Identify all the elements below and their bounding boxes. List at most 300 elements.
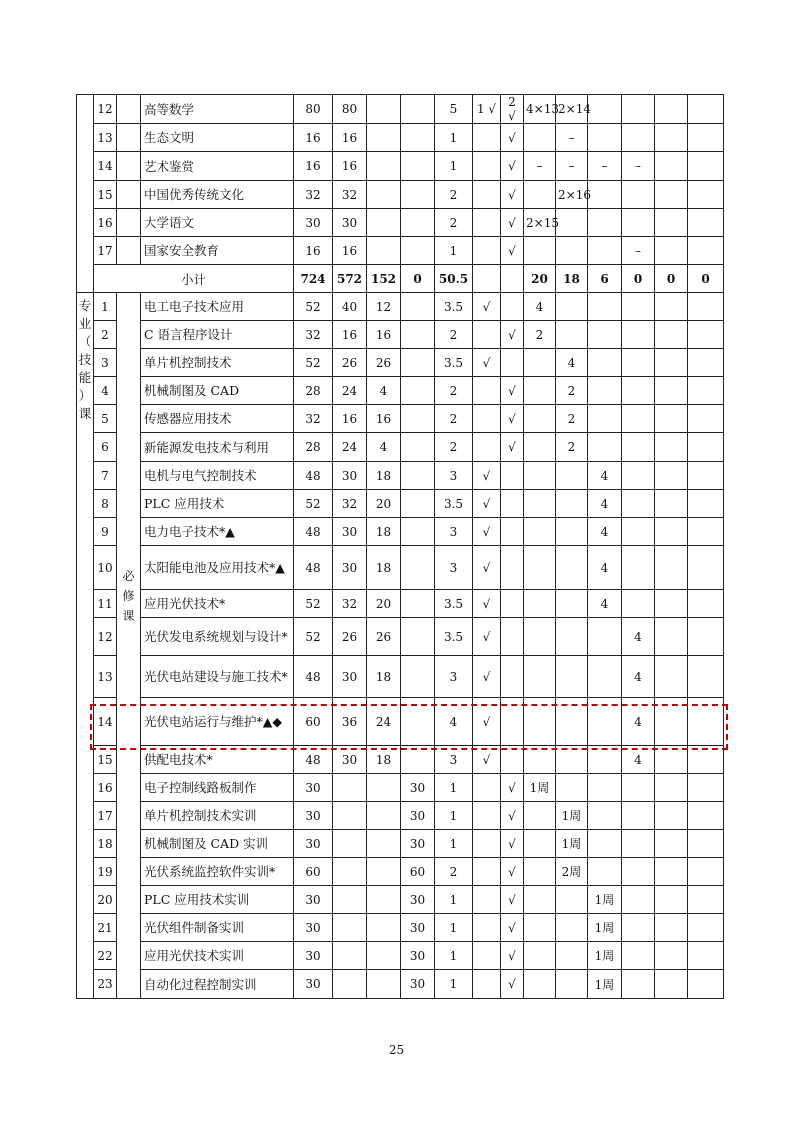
cell-s3: 1周	[588, 942, 622, 970]
cell-s5	[655, 181, 688, 209]
course-name: PLC 应用技术实训	[141, 886, 294, 914]
table-row	[77, 293, 724, 321]
required-cell	[117, 181, 141, 209]
table-row	[77, 746, 724, 774]
subtotal-exp: 0	[401, 265, 435, 293]
cell-total: 30	[294, 830, 333, 858]
table-row	[77, 942, 724, 970]
cell-practice: 18	[367, 462, 401, 490]
course-name: 自动化过程控制实训	[141, 970, 294, 999]
cell-s2	[556, 774, 588, 802]
cell-s1	[524, 970, 556, 999]
cell-s2	[556, 970, 588, 999]
cell-s5	[655, 209, 688, 237]
cell-s4	[622, 914, 655, 942]
cell-s3	[588, 321, 622, 349]
cell-s4	[622, 349, 655, 377]
cell-s6	[688, 518, 724, 546]
cell-total: 30	[294, 802, 333, 830]
course-name: 光伏电站建设与施工技术*	[141, 656, 294, 698]
cell-theory: 36	[333, 698, 367, 746]
cell-s4	[622, 774, 655, 802]
cell-practice	[367, 914, 401, 942]
cell-theory: 24	[333, 377, 367, 405]
cell-s1: 2	[524, 321, 556, 349]
table-row	[77, 518, 724, 546]
cell-s2	[556, 886, 588, 914]
cell-practice	[367, 95, 401, 124]
subtotal-label: 小计	[94, 265, 294, 293]
cell-s5	[655, 830, 688, 858]
cell-total: 52	[294, 349, 333, 377]
cell-credit: 1	[435, 152, 473, 181]
course-plan-table	[76, 94, 724, 999]
course-name: C 语言程序设计	[141, 321, 294, 349]
cell-total: 48	[294, 746, 333, 774]
cell-exp	[401, 433, 435, 462]
cell-s6	[688, 656, 724, 698]
table-row	[77, 698, 724, 746]
cell-c1: √	[473, 698, 501, 746]
required-cell	[117, 237, 141, 265]
cell-exp	[401, 490, 435, 518]
table-row	[77, 656, 724, 698]
cell-s4	[622, 590, 655, 618]
cell-practice: 24	[367, 698, 401, 746]
subtotal-s6: 0	[688, 265, 724, 293]
row-number: 1	[94, 293, 117, 321]
cell-total: 48	[294, 656, 333, 698]
cell-total: 16	[294, 124, 333, 152]
cell-s1: 1周	[524, 774, 556, 802]
required-char: 课	[122, 608, 135, 623]
cell-theory	[333, 858, 367, 886]
cell-s3	[588, 433, 622, 462]
cell-s4: 4	[622, 656, 655, 698]
cell-theory	[333, 914, 367, 942]
cell-c2	[501, 546, 524, 590]
cell-s1	[524, 858, 556, 886]
cell-s2	[556, 209, 588, 237]
cell-s2	[556, 462, 588, 490]
cell-practice: 20	[367, 590, 401, 618]
cell-c1	[473, 830, 501, 858]
table-row	[77, 124, 724, 152]
cell-c2: √	[501, 237, 524, 265]
cell-total: 32	[294, 405, 333, 433]
cell-s4	[622, 546, 655, 590]
cell-c2: √	[501, 942, 524, 970]
row-number: 16	[94, 774, 117, 802]
subtotal-s2: 18	[556, 265, 588, 293]
row-number: 16	[94, 209, 117, 237]
row-number: 3	[94, 349, 117, 377]
page-number: 25	[388, 1043, 405, 1057]
table-row	[77, 237, 724, 265]
table-row	[77, 970, 724, 999]
cell-s3	[588, 746, 622, 774]
cell-credit: 1	[435, 124, 473, 152]
cell-credit: 1	[435, 942, 473, 970]
cell-s3	[588, 293, 622, 321]
cell-s2	[556, 914, 588, 942]
cell-s6	[688, 124, 724, 152]
cell-s6	[688, 830, 724, 858]
cell-s1	[524, 237, 556, 265]
course-name: 单片机控制技术实训	[141, 802, 294, 830]
cell-credit: 2	[435, 181, 473, 209]
cell-s3	[588, 830, 622, 858]
cell-s4	[622, 970, 655, 999]
cell-s3: 4	[588, 462, 622, 490]
cell-s5	[655, 237, 688, 265]
table-row	[77, 802, 724, 830]
cell-practice	[367, 181, 401, 209]
cell-theory: 32	[333, 490, 367, 518]
cell-credit: 3.5	[435, 618, 473, 656]
cell-s2	[556, 293, 588, 321]
course-name: 电机与电气控制技术	[141, 462, 294, 490]
cell-s2	[556, 490, 588, 518]
cell-s5	[655, 293, 688, 321]
row-number: 2	[94, 321, 117, 349]
cell-s1	[524, 590, 556, 618]
cell-c1	[473, 433, 501, 462]
cell-exp	[401, 518, 435, 546]
cell-c2: 2 √	[501, 95, 524, 124]
cell-s5	[655, 656, 688, 698]
cell-s6	[688, 181, 724, 209]
cell-s2	[556, 237, 588, 265]
cell-c2: √	[501, 124, 524, 152]
row-number: 15	[94, 746, 117, 774]
cell-practice	[367, 237, 401, 265]
cell-s4	[622, 858, 655, 886]
category-char: 专	[78, 298, 92, 313]
table-row	[77, 405, 724, 433]
cell-s6	[688, 886, 724, 914]
cell-s1	[524, 942, 556, 970]
cell-credit: 2	[435, 377, 473, 405]
cell-total: 30	[294, 886, 333, 914]
cell-s2	[556, 321, 588, 349]
cell-total: 60	[294, 698, 333, 746]
subtotal-row	[77, 265, 724, 293]
table-row	[77, 349, 724, 377]
cell-theory: 16	[333, 321, 367, 349]
cell-s2: 2周	[556, 858, 588, 886]
cell-c2	[501, 293, 524, 321]
cell-s5	[655, 698, 688, 746]
cell-c2: √	[501, 802, 524, 830]
cell-exp	[401, 321, 435, 349]
cell-s1	[524, 405, 556, 433]
cell-c1	[473, 209, 501, 237]
cell-total: 28	[294, 377, 333, 405]
cell-s1	[524, 490, 556, 518]
row-number: 12	[94, 95, 117, 124]
cell-c1: √	[473, 293, 501, 321]
cell-c1	[473, 124, 501, 152]
cell-s5	[655, 95, 688, 124]
cell-practice: 4	[367, 377, 401, 405]
cell-s3	[588, 349, 622, 377]
cell-s1: 4×13	[524, 95, 556, 124]
cell-practice: 16	[367, 405, 401, 433]
course-name: 单片机控制技术	[141, 349, 294, 377]
cell-s1	[524, 886, 556, 914]
course-name: 国家安全教育	[141, 237, 294, 265]
category-char: （	[78, 334, 92, 349]
cell-credit: 2	[435, 433, 473, 462]
cell-exp: 30	[401, 914, 435, 942]
cell-s2	[556, 656, 588, 698]
row-number: 4	[94, 377, 117, 405]
cell-c1	[473, 970, 501, 999]
cell-s5	[655, 942, 688, 970]
category-char: 技	[78, 352, 92, 367]
cell-practice	[367, 970, 401, 999]
table-row	[77, 152, 724, 181]
category-char: ）	[78, 388, 92, 403]
cell-c2: √	[501, 377, 524, 405]
cell-s5	[655, 590, 688, 618]
cell-s3: 4	[588, 490, 622, 518]
cell-s5	[655, 462, 688, 490]
cell-s6	[688, 405, 724, 433]
cell-s3: 1周	[588, 970, 622, 999]
cell-c1: √	[473, 462, 501, 490]
cell-total: 80	[294, 95, 333, 124]
cell-exp: 60	[401, 858, 435, 886]
cell-exp: 30	[401, 802, 435, 830]
row-number: 6	[94, 433, 117, 462]
cell-s2: 2	[556, 377, 588, 405]
cell-total: 32	[294, 321, 333, 349]
course-name: PLC 应用技术	[141, 490, 294, 518]
cell-credit: 3.5	[435, 490, 473, 518]
cell-s5	[655, 518, 688, 546]
cell-c1: √	[473, 546, 501, 590]
cell-s3	[588, 377, 622, 405]
category-char: 课	[78, 406, 92, 421]
subtotal-s4: 0	[622, 265, 655, 293]
cell-s6	[688, 914, 724, 942]
cell-s1	[524, 181, 556, 209]
cell-s5	[655, 802, 688, 830]
cell-s6	[688, 746, 724, 774]
cell-exp: 30	[401, 942, 435, 970]
cell-c2: √	[501, 152, 524, 181]
cell-c2: √	[501, 774, 524, 802]
cell-exp	[401, 618, 435, 656]
cell-c1	[473, 914, 501, 942]
required-cell	[117, 95, 141, 124]
cell-c1	[473, 886, 501, 914]
cell-s6	[688, 293, 724, 321]
cell-s2	[556, 590, 588, 618]
cell-theory: 16	[333, 124, 367, 152]
table-row	[77, 433, 724, 462]
cell-c2	[501, 590, 524, 618]
cell-credit: 1	[435, 237, 473, 265]
cell-s2: 2×16	[556, 181, 588, 209]
cell-exp	[401, 181, 435, 209]
cell-c2: √	[501, 209, 524, 237]
cell-total: 48	[294, 546, 333, 590]
cell-s2	[556, 746, 588, 774]
row-number: 17	[94, 237, 117, 265]
cell-s2: 1周	[556, 830, 588, 858]
cell-s5	[655, 546, 688, 590]
course-name: 机械制图及 CAD	[141, 377, 294, 405]
cell-theory: 16	[333, 405, 367, 433]
cell-total: 30	[294, 209, 333, 237]
cell-s4	[622, 942, 655, 970]
cell-theory: 32	[333, 590, 367, 618]
cell-s6	[688, 462, 724, 490]
subtotal-s3: 6	[588, 265, 622, 293]
cell-c1: 1 √	[473, 95, 501, 124]
cell-practice	[367, 802, 401, 830]
cell-s1	[524, 349, 556, 377]
cell-c2: √	[501, 181, 524, 209]
cell-total: 16	[294, 237, 333, 265]
category-cell	[77, 95, 94, 265]
cell-s1	[524, 914, 556, 942]
cell-practice: 4	[367, 433, 401, 462]
cell-s6	[688, 237, 724, 265]
cell-theory	[333, 774, 367, 802]
cell-s5	[655, 377, 688, 405]
required-label	[117, 293, 141, 999]
cell-practice	[367, 942, 401, 970]
row-number: 23	[94, 970, 117, 999]
cell-s5	[655, 321, 688, 349]
cell-s3	[588, 802, 622, 830]
cell-s1	[524, 546, 556, 590]
cell-theory: 24	[333, 433, 367, 462]
cell-s5	[655, 433, 688, 462]
cell-s1	[524, 802, 556, 830]
cell-total: 60	[294, 858, 333, 886]
subtotal-total: 724	[294, 265, 333, 293]
cell-s6	[688, 377, 724, 405]
cell-s4	[622, 124, 655, 152]
cell-s4: –	[622, 152, 655, 181]
cell-s3	[588, 209, 622, 237]
cell-s5	[655, 970, 688, 999]
cell-s5	[655, 490, 688, 518]
cell-s2	[556, 942, 588, 970]
course-name: 电力电子技术*▲	[141, 518, 294, 546]
course-name: 生态文明	[141, 124, 294, 152]
category-label	[77, 293, 94, 999]
cell-theory: 30	[333, 209, 367, 237]
table-row	[77, 546, 724, 590]
cell-s1	[524, 830, 556, 858]
cell-s3: 1周	[588, 914, 622, 942]
cell-practice: 20	[367, 490, 401, 518]
table-row	[77, 830, 724, 858]
cell-s2: 2	[556, 405, 588, 433]
cell-s5	[655, 124, 688, 152]
cell-s4	[622, 886, 655, 914]
course-name: 电子控制线路板制作	[141, 774, 294, 802]
cell-theory: 40	[333, 293, 367, 321]
cell-c2: √	[501, 433, 524, 462]
cell-exp	[401, 377, 435, 405]
subtotal-c1	[473, 265, 501, 293]
cell-exp	[401, 209, 435, 237]
cell-practice	[367, 830, 401, 858]
cell-total: 16	[294, 152, 333, 181]
cell-theory	[333, 970, 367, 999]
cell-s6	[688, 152, 724, 181]
row-number: 15	[94, 181, 117, 209]
table-row	[77, 618, 724, 656]
cell-c2	[501, 698, 524, 746]
cell-credit: 3.5	[435, 349, 473, 377]
cell-exp	[401, 124, 435, 152]
cell-total: 52	[294, 490, 333, 518]
cell-s6	[688, 590, 724, 618]
cell-s1	[524, 746, 556, 774]
cell-s2	[556, 518, 588, 546]
cell-c1	[473, 405, 501, 433]
cell-practice: 26	[367, 349, 401, 377]
cell-c1	[473, 152, 501, 181]
row-number: 10	[94, 546, 117, 590]
cell-credit: 2	[435, 858, 473, 886]
row-number: 21	[94, 914, 117, 942]
cell-c2	[501, 656, 524, 698]
cell-credit: 3	[435, 518, 473, 546]
cell-s3	[588, 698, 622, 746]
cell-s3: 4	[588, 590, 622, 618]
cell-practice	[367, 124, 401, 152]
cell-credit: 3.5	[435, 590, 473, 618]
cell-s4	[622, 433, 655, 462]
cell-s4	[622, 209, 655, 237]
cell-theory: 30	[333, 462, 367, 490]
cell-exp	[401, 462, 435, 490]
cell-practice: 18	[367, 546, 401, 590]
cell-s3	[588, 858, 622, 886]
cell-credit: 1	[435, 774, 473, 802]
cell-exp	[401, 237, 435, 265]
cell-s5	[655, 886, 688, 914]
cell-c2: √	[501, 405, 524, 433]
row-number: 19	[94, 858, 117, 886]
required-cell	[117, 209, 141, 237]
cell-total: 30	[294, 914, 333, 942]
cell-theory: 80	[333, 95, 367, 124]
cell-s1: –	[524, 152, 556, 181]
cell-c1	[473, 377, 501, 405]
cell-s6	[688, 321, 724, 349]
cell-theory: 16	[333, 237, 367, 265]
cell-s3	[588, 95, 622, 124]
cell-s4: 4	[622, 746, 655, 774]
cell-theory	[333, 830, 367, 858]
cell-practice: 26	[367, 618, 401, 656]
cell-theory	[333, 802, 367, 830]
cell-exp	[401, 546, 435, 590]
cell-c2	[501, 746, 524, 774]
cell-credit: 2	[435, 405, 473, 433]
row-number: 11	[94, 590, 117, 618]
